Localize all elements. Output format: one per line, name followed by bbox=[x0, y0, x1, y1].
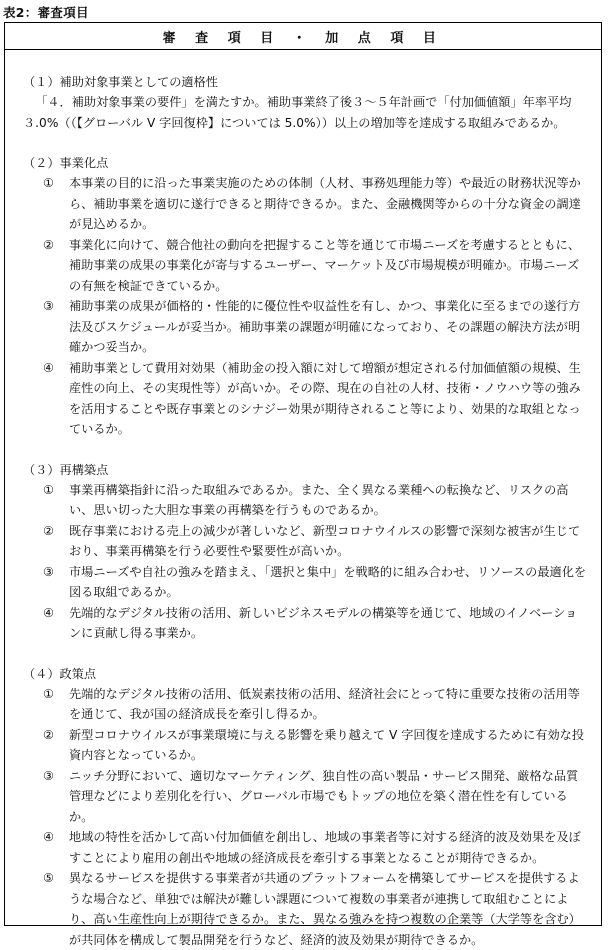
criteria-section bbox=[21, 153, 587, 440]
criteria-item bbox=[43, 235, 587, 297]
section-paragraph: 「４．補助対象事業の要件」を満たすか。補助事業終了後３～５年計画で「付加価値額」年率平均３.0%（（【グローバル V 字回復枠】については 5.0%））以上の増加等を達成する取組みであるか。 bbox=[23, 92, 587, 133]
item-number: ① bbox=[43, 480, 69, 521]
section-title: （２）事業化点 bbox=[23, 153, 587, 173]
item-text: 補助事業として費用対効果（補助金の投入額に対して増額が想定される付加価値額の規模、生産性の向上、その実現性等）が高いか。その際、現在の自社の人材、技術・ノウハウ等の強みを活用することや既存事業とのシナジー効果が期待されること等により、効果的な取組となっているか。 bbox=[69, 358, 587, 440]
item-number: ② bbox=[43, 521, 69, 562]
item-text: 異なるサービスを提供する事業者が共通のプラットフォームを構築してサービスを提供するような場合など、単独では解決が難しい課題について複数の事業者が連携して取組むことにより、高い生産性向上が期待できるか。また、異なる強みを持つ複数の企業等（大学等を含む）が共同体を構成して製品開発を行うなど、経済的波及効果が期待できるか。 bbox=[69, 868, 587, 950]
criteria-section bbox=[21, 72, 587, 133]
item-number: ③ bbox=[43, 296, 69, 358]
item-text: 本事業の目的に沿った事業実施のための体制（人材、事務処理能力等）や最近の財務状況等から、補助事業を適切に遂行できると期待できるか。また、金融機関等からの十分な資金の調達が見込めるか。 bbox=[69, 173, 587, 235]
criteria-item bbox=[43, 173, 587, 235]
criteria-item bbox=[43, 868, 587, 950]
table-body bbox=[5, 50, 601, 950]
item-number: ④ bbox=[43, 603, 69, 644]
item-text: 事業化に向けて、競合他社の動向を把握すること等を通じて市場ニーズを考慮するとともに、補助事業の成果の事業化が寄与するユーザー、マーケット及び市場規模が明確か。市場ニーズの有無を検証できているか。 bbox=[69, 235, 587, 297]
item-number: ④ bbox=[43, 827, 69, 868]
table-caption: 表2：審査項目 bbox=[3, 3, 89, 21]
item-number: ② bbox=[43, 235, 69, 297]
criteria-item bbox=[43, 827, 587, 868]
item-text: 新型コロナウイルスが事業環境に与える影響を乗り越えて V 字回復を達成するために有効な投資内容となっているか。 bbox=[69, 725, 587, 766]
item-text: 補助事業の成果が価格的・性能的に優位性や収益性を有し、かつ、事業化に至るまでの遂行方法及びスケジュールが妥当か。補助事業の課題が明確になっており、その課題の解決方法が明確かつ妥当か。 bbox=[69, 296, 587, 358]
item-number: ④ bbox=[43, 358, 69, 440]
criteria-item bbox=[43, 480, 587, 521]
item-text: ニッチ分野において、適切なマーケティング、独自性の高い製品・サービス開発、厳格な品質管理などにより差別化を行い、グローバル市場でもトップの地位を築く潜在性を有しているか。 bbox=[69, 766, 587, 828]
section-title: （１）補助対象事業としての適格性 bbox=[23, 72, 587, 92]
item-text: 事業再構築指針に沿った取組みであるか。また、全く異なる業種への転換など、リスクの高い、思い切った大胆な事業の再構築を行うものであるか。 bbox=[69, 480, 587, 521]
criteria-item bbox=[43, 358, 587, 440]
item-text: 先端的なデジタル技術の活用、新しいビジネスモデルの構築等を通じて、地域のイノベーションに貢献し得る事業か。 bbox=[69, 603, 587, 644]
criteria-item bbox=[43, 521, 587, 562]
criteria-item bbox=[43, 296, 587, 358]
item-text: 市場ニーズや自社の強みを踏まえ、「選択と集中」を戦略的に組み合わせ、リソースの最適化を図る取組であるか。 bbox=[69, 562, 587, 603]
item-number: ③ bbox=[43, 562, 69, 603]
criteria-section bbox=[21, 664, 587, 950]
criteria-item bbox=[43, 725, 587, 766]
item-number: ① bbox=[43, 684, 69, 725]
table-header: 審 査 項 目 ・ 加 点 項 目 bbox=[5, 23, 601, 50]
criteria-section bbox=[21, 460, 587, 644]
item-number: ⑤ bbox=[43, 868, 69, 950]
section-title: （４）政策点 bbox=[23, 664, 587, 684]
item-number: ② bbox=[43, 725, 69, 766]
criteria-item bbox=[43, 603, 587, 644]
criteria-item bbox=[43, 766, 587, 828]
criteria-table bbox=[4, 22, 602, 926]
section-title: （３）再構築点 bbox=[23, 460, 587, 480]
item-number: ① bbox=[43, 173, 69, 235]
item-text: 地域の特性を活かして高い付加価値を創出し、地域の事業者等に対する経済的波及効果を及ぼすことにより雇用の創出や地域の経済成長を牽引する事業となることが期待できるか。 bbox=[69, 827, 587, 868]
item-number: ③ bbox=[43, 766, 69, 828]
item-text: 既存事業における売上の減少が著しいなど、新型コロナウイルスの影響で深刻な被害が生じており、事業再構築を行う必要性や緊要性が高いか。 bbox=[69, 521, 587, 562]
criteria-item bbox=[43, 684, 587, 725]
criteria-item bbox=[43, 562, 587, 603]
item-text: 先端的なデジタル技術の活用、低炭素技術の活用、経済社会にとって特に重要な技術の活用等を通じて、我が国の経済成長を牽引し得るか。 bbox=[69, 684, 587, 725]
